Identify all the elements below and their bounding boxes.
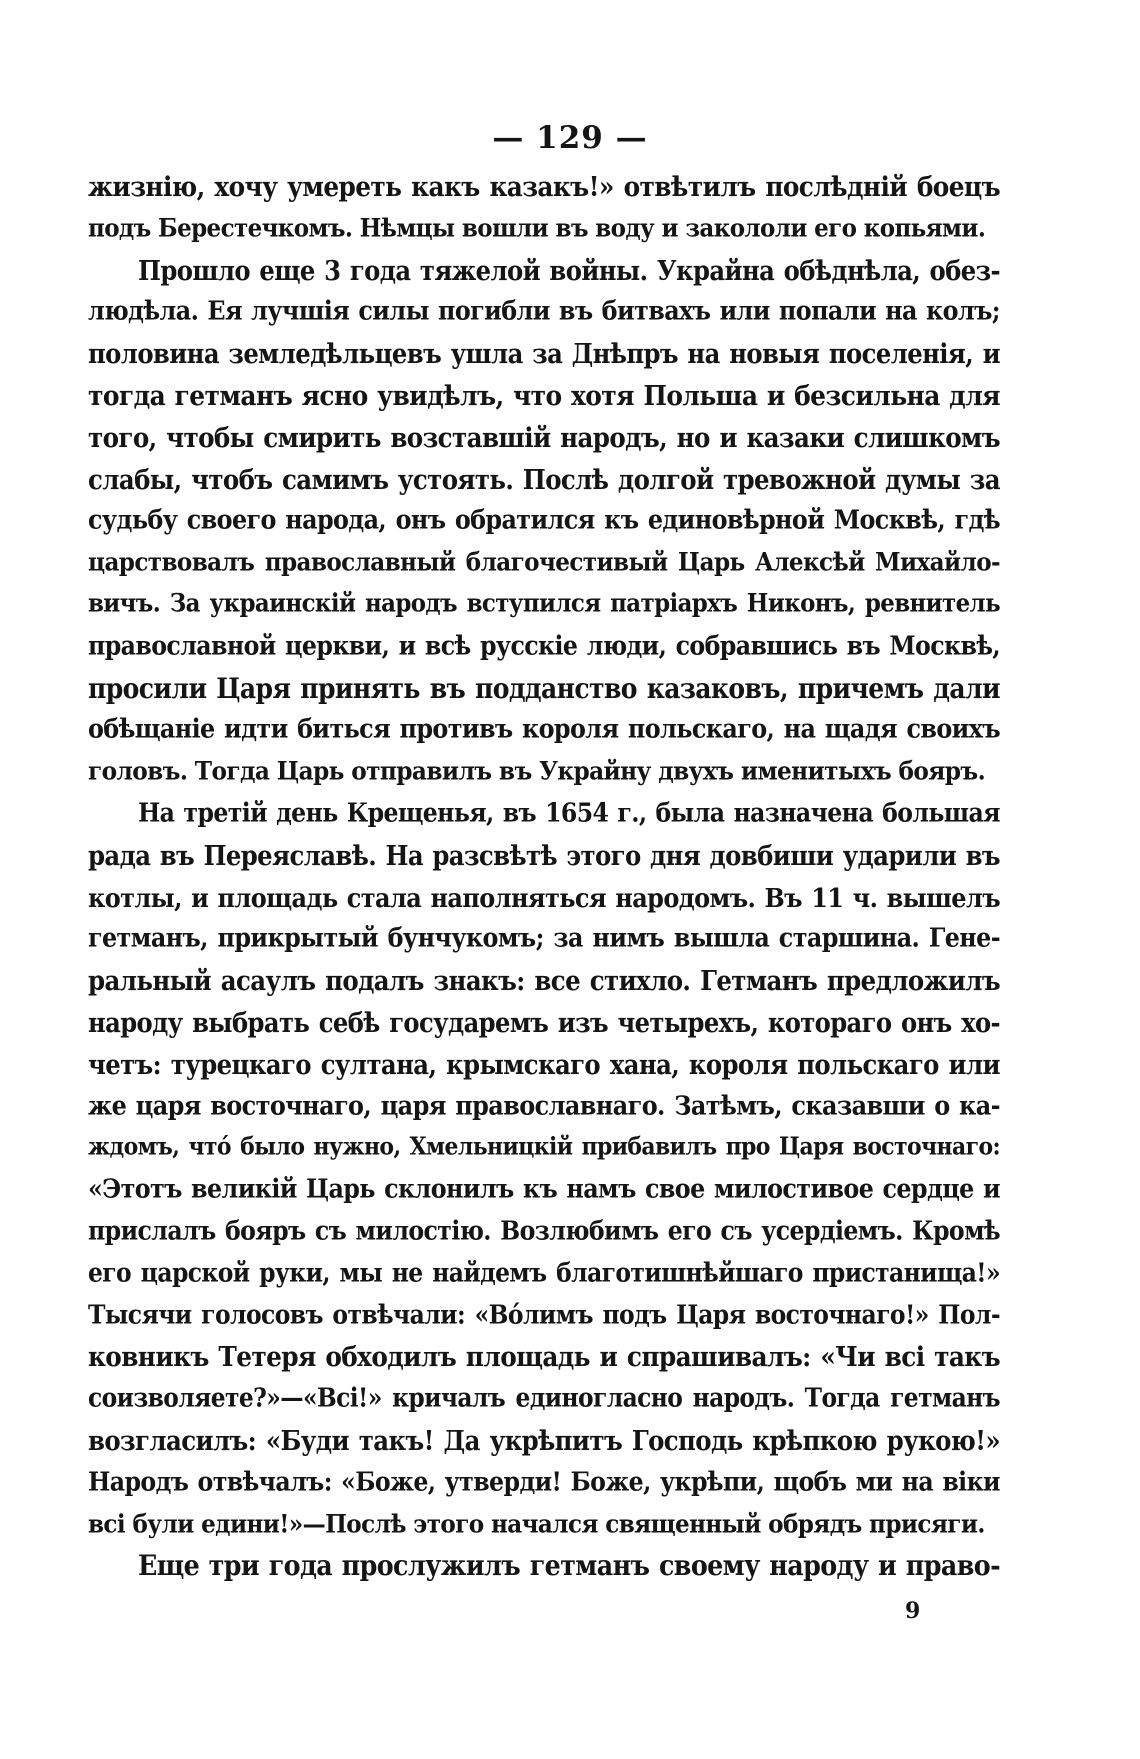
text-line: «Этотъ великій Царь склонилъ къ намъ свое милостивое сердце и: [88, 1173, 1000, 1205]
text-line: царствовалъ православный благочестивый Царь Алексѣй Михайло-: [88, 547, 1000, 578]
text-line: рада въ Переяславѣ. На разсвѣтѣ этого дня довбиши ударили въ: [88, 839, 1000, 872]
page-number: — 129 —: [492, 120, 648, 156]
text-line: его царской руки, мы не найдемъ благотишнѣйшаго пристанища!»: [88, 1257, 1000, 1289]
text-line: обѣщаніе идти биться противъ короля польскаго, на щадя своихъ: [88, 713, 1000, 745]
text-line: судьбу своего народа, онъ обратился къ единовѣрной Москвѣ, гдѣ: [88, 504, 1000, 536]
text-line: ральный асаулъ подалъ знакъ: все стихло. Гетманъ предложилъ: [88, 964, 1000, 997]
text-line: соизволяете?»—«Всі!» кричалъ единогласно народъ. Тогда гетманъ: [88, 1382, 1000, 1414]
body-text: [88, 166, 1000, 1587]
text-line: просили Царя принять въ подданство казаковъ, причемъ дали: [88, 670, 1000, 704]
text-line: людѣла. Ея лучшія силы погибли въ битвахъ или попали на колъ;: [88, 295, 1000, 327]
text-line: четъ: турецкаго султана, крымскаго хана, короля польскаго или: [88, 1048, 1000, 1081]
text-line: всі були едини!»—Послѣ этого начался священный обрядъ присяги.: [88, 1509, 985, 1539]
paragraph-start-line: Еще три года прослужилъ гетманъ своему народу и право-: [138, 1548, 1000, 1582]
text-line: слабы, чтобъ самимъ устоять. Послѣ долгой тревожной думы за: [88, 463, 1000, 495]
text-line: того, чтобы смирить возставшій народъ, но и казаки слишкомъ: [88, 421, 1000, 454]
text-line: православной церкви, и всѣ русскіе люди, собравшись въ Москвѣ,: [88, 630, 1000, 662]
text-line: подъ Берестечкомъ. Нѣмцы вошли въ воду и закололи его копьями.: [88, 213, 986, 244]
paragraph-start-line: На третій день Крещенья, въ 1654 г., была назначена большая: [138, 797, 1000, 829]
paragraph-start-line: Прошло еще 3 года тяжелой войны. Украйна обѣднѣла, обез-: [138, 254, 1000, 287]
text-line: ждомъ, что́ было нужно, Хмельницкій прибавилъ про Царя восточнаго:: [88, 1132, 1000, 1162]
text-line: котлы, и площадь стала наполняться народомъ. Въ 11 ч. вышелъ: [88, 881, 1000, 913]
text-line: возгласилъ: «Буди такъ! Да укрѣпитъ Господь крѣпкою рукою!»: [88, 1424, 1000, 1457]
text-line: Тысячи голосовъ отвѣчали: «Вόлимъ подъ Царя восточнаго!» Пол-: [88, 1299, 1000, 1330]
text-line: тогда гетманъ ясно увидѣлъ, что хотя Польша и безсильна для: [88, 379, 1000, 412]
text-line: вичъ. За украинскій народъ вступился патріархъ Никонъ, ревнитель: [88, 589, 1000, 619]
signature-mark: 9: [905, 1598, 921, 1624]
text-line: народу выбрать себѣ государемъ изъ четырехъ, котораго онъ хо-: [88, 1006, 1000, 1039]
text-line: гетманъ, прикрытый бунчукомъ; за нимъ вышла старшина. Гене-: [88, 922, 1000, 954]
text-line: головъ. Тогда Царь отправилъ въ Украйну двухъ именитыхъ бояръ.: [88, 756, 986, 787]
text-line: ковникъ Тетеря обходилъ площадь и спрашивалъ: «Чи всі такъ: [88, 1340, 1000, 1373]
text-line: Народъ отвѣчалъ: «Боже, утверди! Боже, укрѣпи, щобъ ми на віки: [88, 1466, 1000, 1498]
text-line: жизнію, хочу умереть какъ казакъ!» отвѣтилъ послѣдній боецъ: [88, 170, 1000, 203]
text-line: же царя восточнаго, царя православнаго. Затѣмъ, сказавши о ка-: [88, 1090, 1000, 1121]
text-line: половина земледѣльцевъ ушла за Днѣпръ на новыя поселенія, и: [88, 337, 1000, 370]
text-line: прислалъ бояръ съ милостію. Возлюбимъ его съ усердіемъ. Кромѣ: [88, 1215, 1000, 1247]
